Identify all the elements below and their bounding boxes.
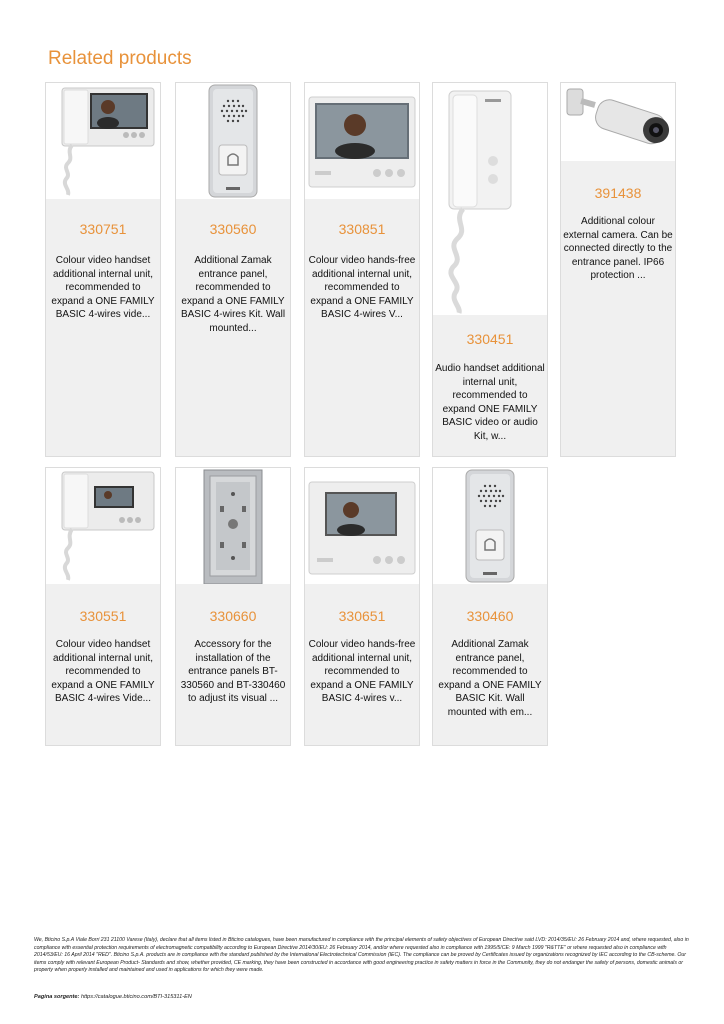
mounting-frame-icon bbox=[176, 468, 290, 584]
entrance-panel-icon bbox=[176, 83, 290, 199]
product-description: Additional Zamak entrance panel, recommended to expand a ONE FAMILY BASIC Kit. Wall mounted with em... bbox=[438, 639, 542, 718]
product-code[interactable]: 330551 bbox=[79, 608, 127, 624]
product-card-330651[interactable] bbox=[304, 467, 420, 746]
source-line bbox=[34, 994, 192, 1000]
product-description: Colour video hands-free additional internal unit, recommended to expand a ONE FAMILY BASIC 4-wires v... bbox=[308, 639, 416, 704]
video-handsfree-icon bbox=[305, 468, 419, 584]
product-image[interactable] bbox=[433, 468, 547, 584]
product-description: Audio handset additional internal unit, recommended to expand ONE FAMILY BASIC video or audio Kit, w... bbox=[435, 363, 545, 442]
product-card-330460[interactable] bbox=[432, 467, 548, 746]
product-card-330751[interactable] bbox=[45, 82, 161, 457]
product-image[interactable] bbox=[305, 468, 419, 584]
external-camera-icon bbox=[561, 83, 675, 161]
product-card-391438[interactable] bbox=[560, 82, 676, 457]
product-code[interactable]: 330451 bbox=[466, 331, 514, 347]
product-card-330551[interactable] bbox=[45, 467, 161, 746]
product-code[interactable]: 330751 bbox=[79, 221, 127, 237]
product-image[interactable] bbox=[176, 83, 290, 199]
product-code[interactable]: 330460 bbox=[466, 608, 514, 624]
video-handset-icon bbox=[46, 468, 160, 584]
product-description: Additional colour external camera. Can be connected directly to the entrance panel. IP66 protection ... bbox=[563, 216, 673, 281]
entrance-panel-icon bbox=[433, 468, 547, 584]
product-image[interactable] bbox=[176, 468, 290, 584]
source-label: Pagina sorgente: bbox=[34, 994, 80, 1000]
audio-handset-icon bbox=[433, 83, 547, 315]
product-card-330851[interactable] bbox=[304, 82, 420, 457]
product-card-330560[interactable] bbox=[175, 82, 291, 457]
video-handsfree-icon bbox=[305, 83, 419, 199]
product-image[interactable] bbox=[46, 468, 160, 584]
product-code[interactable]: 330660 bbox=[209, 608, 257, 624]
product-code[interactable]: 330651 bbox=[338, 608, 386, 624]
product-description: Colour video handset additional internal unit, recommended to expand a ONE FAMILY BASIC 4-wires vide... bbox=[51, 255, 155, 320]
product-code[interactable]: 391438 bbox=[594, 185, 642, 201]
product-description: Accessory for the installation of the entrance panels BT-330560 and BT-330460 to adjust its visual ... bbox=[180, 639, 286, 704]
video-handset-icon bbox=[46, 83, 160, 199]
product-description: Additional Zamak entrance panel, recommended to expand a ONE FAMILY BASIC 4-wires Kit. Wall mounted... bbox=[180, 255, 286, 334]
product-description: Colour video hands-free additional internal unit, recommended to expand a ONE FAMILY BASIC 4-wires V... bbox=[308, 255, 416, 320]
section-title: Related products bbox=[48, 48, 192, 69]
product-card-330660[interactable] bbox=[175, 467, 291, 746]
product-image[interactable] bbox=[433, 83, 547, 315]
product-image[interactable] bbox=[561, 83, 675, 161]
product-image[interactable] bbox=[46, 83, 160, 199]
compliance-declaration: We, Bticino S.p.A Viale Borri 231 21100 Varese (Italy), declare that all items listed in Bticino catalogues, have been manufactured in compliance with the principal elements of safety objectives of European Directive said LVD: 2014/35/EU: 26 February 2014 and, where requested, also in compliance with essential protection requirements of electromagnetic compatibility according to European Directive 2014/30/EU: 26 February 2014, and/or where requested also in compliance with 1995/5/CE: 9 March 1999 "R&TTE" or where requested also in compliance with 2014/53/EU: 16 April 2014 "RED". Bticino S.p.A. products are in compliance with the standard published by the International Electrotechnical Commission (IEC). The compliance can be proved by Certificates issued by organizations recognized by IEC according to the CB-scheme. Our items comply with relevant European Product- Standards and show, whether provided, CE marking, they have been constructed in accordance with good engineering practice in safety matters in force in the Community, they do not endanger the safety of persons, domestic animals or property when properly installed and maintained and used in applications for which they were made. bbox=[34, 937, 689, 974]
product-image[interactable] bbox=[305, 83, 419, 199]
source-url[interactable]: https://catalogue.bticino.com/BTI-315311-EN bbox=[80, 994, 192, 1000]
product-code[interactable]: 330851 bbox=[338, 221, 386, 237]
product-code[interactable]: 330560 bbox=[209, 221, 257, 237]
product-card-330451[interactable] bbox=[432, 82, 548, 457]
product-description: Colour video handset additional internal unit, recommended to expand a ONE FAMILY BASIC 4-wires Vide... bbox=[51, 639, 155, 704]
